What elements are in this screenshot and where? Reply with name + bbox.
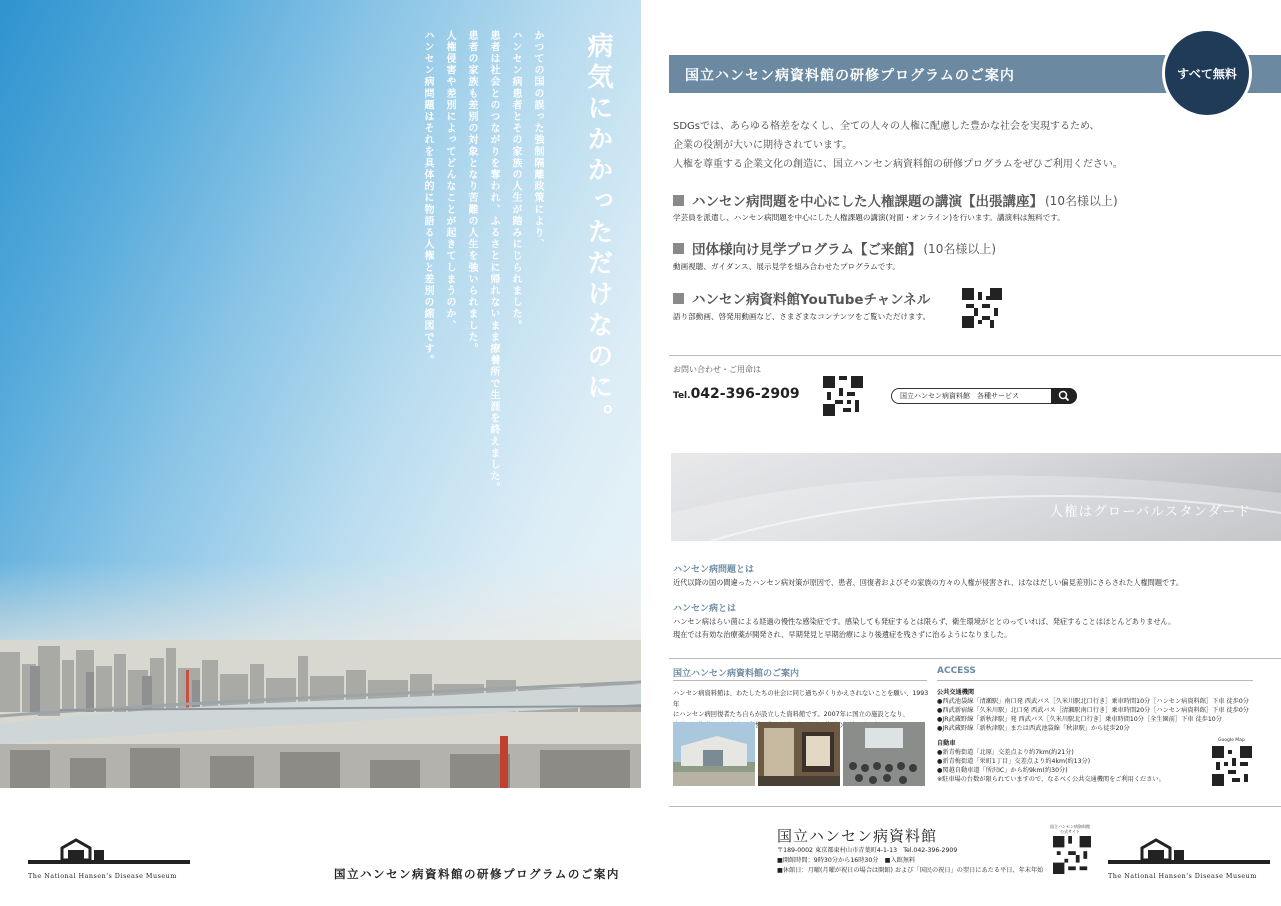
access-line: ●JR武蔵野線「新秋津駅」または西武池袋線「秋津駅」から徒歩20分 bbox=[937, 725, 1130, 732]
topic-line: ハンセン病はらい菌による経過の慢性な感染症です。感染しても発症するとは限らず、衛生環境がととのっていれば、発症することはほとんどありません。 bbox=[673, 617, 1176, 626]
section-lecture bbox=[673, 190, 1118, 210]
intro-text bbox=[673, 117, 1263, 174]
topic-line: 現在では有効な治療薬が開発され、早期発見と早期治療により後遺症を残さずに治るようになりました。 bbox=[673, 630, 1012, 639]
square-bullet-icon bbox=[673, 243, 684, 254]
tel-number: 042-396-2909 bbox=[690, 386, 800, 402]
logo-english-name: The National Hansen's Disease Museum bbox=[1108, 872, 1257, 880]
section-title: ハンセン病資料館YouTubeチャンネル bbox=[692, 292, 931, 308]
access-title: ACCESS bbox=[937, 666, 976, 676]
contact-label: お問い合わせ・ご用命は bbox=[673, 365, 761, 374]
footer-museum-name: 国立ハンセン病資料館 bbox=[777, 827, 938, 845]
footer-line: ■休館日：月曜(月曜が祝日の場合は開館) および「国民の祝日」の翌日にあたる平日、年末年始 bbox=[777, 867, 1044, 874]
logo-english-name: The National Hansen's Disease Museum bbox=[28, 872, 177, 880]
section-title: 団体様向け見学プログラム【ご来館】 bbox=[692, 242, 922, 258]
museum-intro-line: ハンセン病資料館は、わたしたちの社会に同じ過ちがくりかえされないことを願い、1993年 bbox=[673, 690, 929, 708]
access-public-label: 公共交通機関 bbox=[937, 689, 975, 696]
city-skyline-image bbox=[0, 640, 641, 788]
left-footer-title: 国立ハンセン病資料館の研修プログラムのご案内 bbox=[334, 867, 620, 881]
band-swoosh bbox=[671, 453, 1281, 541]
official-site-qr-code[interactable] bbox=[1053, 836, 1091, 874]
search-box[interactable] bbox=[891, 388, 1077, 404]
banner-title: 国立ハンセン病資料館の研修プログラムのご案内 bbox=[685, 68, 1015, 84]
access-info bbox=[937, 686, 1259, 784]
topic-line: 近代以降の国の間違ったハンセン病対策が原因で、患者、回復者およびその家族の方々の人権が侵害され、はなはだしい偏見差別にさらされた人権問題です。 bbox=[673, 578, 1184, 587]
body-line: ハンセン病患者とその家族の人生が踏みにじられました。 bbox=[510, 30, 521, 332]
intro-body-text bbox=[416, 30, 548, 550]
access-line: ●新青梅街道「栄町1丁目」交差点より約4km(約13分) bbox=[937, 758, 1091, 765]
divider bbox=[669, 806, 1281, 807]
phone-number[interactable] bbox=[673, 386, 800, 402]
body-line: 人権侵害や差別によってどんなことが起きてしまうのか、 bbox=[444, 30, 455, 332]
divider bbox=[937, 680, 1253, 681]
intro-line: SDGsでは、あらゆる格差をなくし、全ての人々の人権に配慮した豊かな社会を実現するため、 bbox=[673, 121, 1100, 132]
youtube-qr-code[interactable] bbox=[962, 288, 1002, 328]
museum-building-icon bbox=[28, 838, 190, 868]
free-badge: すべて無料 bbox=[1162, 28, 1252, 118]
body-line: かつての国の誤った強制隔離政策により、 bbox=[532, 30, 543, 251]
lecture-hall-photo bbox=[843, 722, 925, 786]
museum-logo bbox=[28, 838, 190, 882]
footer-line: ■開館時間：9時30分から16時30分 ■入館無料 bbox=[777, 857, 916, 864]
section-note: (10名様以上) bbox=[1045, 193, 1118, 208]
section-desc: 学芸員を派遣し、ハンセン病問題を中心にした人権課題の講演(対面・オンライン)を行います。講演料は無料です。 bbox=[673, 213, 1065, 222]
body-line: 患者は社会とのつながりを奪われ、ふるさとに帰れないまま療養所で生涯を終えました。 bbox=[488, 30, 499, 494]
band-tagline: 人権はグローバルスタンダード bbox=[1049, 504, 1251, 520]
museum-intro-line: にハンセン病回復者たち自らが設立した資料館です。2007年に国立の施設となり、 bbox=[673, 711, 909, 718]
museum-exterior-photo bbox=[673, 722, 755, 786]
divider bbox=[669, 355, 1281, 356]
contact-qr-code[interactable] bbox=[823, 376, 863, 416]
search-icon bbox=[1051, 388, 1077, 404]
square-bullet-icon bbox=[673, 195, 684, 206]
tagline-band bbox=[671, 453, 1281, 541]
section-youtube bbox=[673, 288, 930, 308]
section-desc: 語り部動画、啓発用動画など、さまざまなコンテンツをご覧いただけます。 bbox=[673, 312, 931, 321]
museum-info-title: 国立ハンセン病資料館のご案内 bbox=[673, 669, 800, 679]
right-page bbox=[641, 0, 1281, 906]
access-line: ※駐車場の台数が限られていますので、なるべく公共交通機関をご利用ください。 bbox=[937, 776, 1165, 783]
body-line: 患者の家族も差別の対象となり苦難の人生を強いられました。 bbox=[466, 30, 477, 355]
footer-line: 〒189-0002 東京都東村山市青葉町4-1-13 Tel.042-396-2909 bbox=[777, 847, 958, 854]
topic-text bbox=[673, 615, 1175, 641]
square-bullet-icon bbox=[673, 293, 684, 304]
access-line: ●西武新宿線「久米川駅」北口発 西武バス［清瀬駅南口行き］乗車時間20分［ハンセン病資料館］下車 徒歩0分 bbox=[937, 707, 1249, 714]
search-button[interactable] bbox=[1051, 388, 1077, 404]
access-car-label: 自動車 bbox=[937, 740, 956, 747]
intro-line: 人権を尊重する企業文化の創造に、国立ハンセン病資料館の研修プログラムをぜひご利用ください。 bbox=[673, 159, 1123, 170]
access-line: ●新青梅街道「北原」交差点より約7km(約21分) bbox=[937, 749, 1074, 756]
section-tour bbox=[673, 238, 996, 258]
topic-title: ハンセン病とは bbox=[673, 604, 737, 614]
intro-line: 企業の役割が大いに期待されています。 bbox=[673, 140, 853, 151]
museum-logo bbox=[1108, 838, 1270, 882]
access-line: ●関越自動車道「所沢IC」から約9km(約30分) bbox=[937, 767, 1068, 774]
official-site-caption: 国立ハンセン病資料館 公式サイト bbox=[1050, 824, 1090, 834]
topic-text bbox=[673, 576, 1183, 589]
footer-info bbox=[777, 846, 1043, 876]
section-desc: 動画視聴、ガイダンス、展示見学を組み合わせたプログラムです。 bbox=[673, 262, 900, 271]
access-line: ●西武池袋線「清瀬駅」南口発 西武バス［久米川駅北口行き］乗車時間10分［ハンセン病資料館］下車 徒歩0分 bbox=[937, 698, 1249, 705]
exhibit-room-photo bbox=[758, 722, 840, 786]
museum-building-icon bbox=[1108, 838, 1270, 868]
google-map-label: Google Map bbox=[1218, 738, 1245, 743]
headline: 病気にかかっただけなのに。 bbox=[583, 32, 613, 435]
body-line: ハンセン病問題はそれを具体的に物語る人権と差別の縮図です。 bbox=[422, 30, 433, 367]
section-note: (10名様以上) bbox=[923, 241, 997, 256]
tel-prefix: Tel. bbox=[673, 391, 691, 401]
divider bbox=[669, 658, 1281, 659]
google-map-qr-code[interactable] bbox=[1212, 746, 1252, 786]
section-title: ハンセン病問題を中心にした人権課題の講演【出張講座】 bbox=[692, 194, 1043, 210]
access-line: ●JR武蔵野線「新秋津駅」発 西武バス［久米川駅北口行き］乗車時間10分［全生園前］下車 徒歩10分 bbox=[937, 716, 1222, 723]
topic-title: ハンセン病問題とは bbox=[673, 565, 755, 575]
divider bbox=[673, 680, 927, 681]
search-query-text: 国立ハンセン病資料館 各種サービス bbox=[900, 392, 1019, 400]
